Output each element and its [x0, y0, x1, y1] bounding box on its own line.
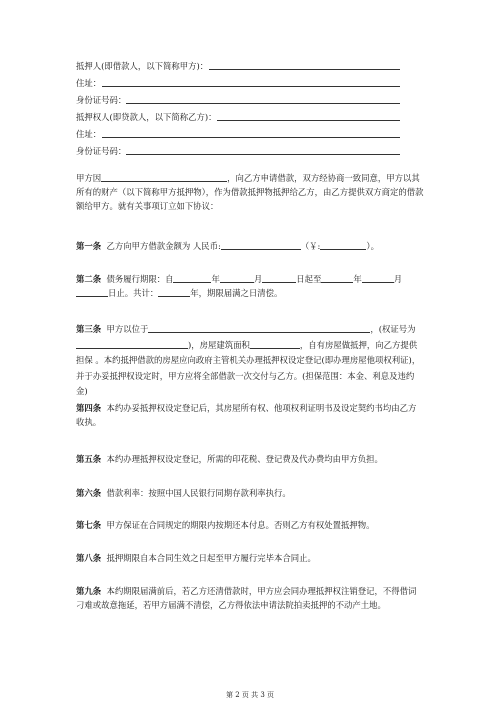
article-1-text-3: ）。: [366, 241, 379, 251]
mortgagee-blank: [217, 120, 400, 121]
article-6: [76, 486, 424, 500]
article-2-text-4: 日起至: [296, 274, 322, 284]
end-year-blank: [321, 272, 353, 283]
article-2-text-3: 月: [253, 274, 263, 284]
mortgagee-address-blank: [102, 137, 400, 138]
article-8-text: 抵押期限自本合同生效之日起至甲方履行完毕本合同止。: [106, 553, 316, 563]
mortgagee-id-row: [76, 144, 424, 158]
article-6-text: 借款利率：按照中国人民银行同期存款利率执行。: [106, 488, 291, 498]
article-2-text-5: 年: [353, 274, 362, 284]
loan-amount-blank: [221, 239, 301, 250]
article-1-head: 第一条: [76, 241, 102, 251]
article-2-head: 第二条: [76, 274, 102, 284]
property-location-blank: [148, 322, 370, 333]
article-3-head: 第三条: [76, 324, 102, 334]
mortgagor-label: 抵押人(即借款人，以下简称甲方)：: [76, 61, 209, 71]
article-4: [76, 401, 424, 429]
mortgagee-id-blank: [126, 154, 400, 155]
total-years-blank: [158, 286, 190, 297]
article-7: [76, 518, 424, 532]
mortgagor-id-blank: [126, 103, 400, 104]
article-3: [76, 322, 424, 400]
mortgagee-address-label: 住址：: [76, 129, 102, 139]
start-day-blank: [262, 272, 296, 283]
floor-area-blank: [250, 338, 300, 349]
certificate-number-blank: [76, 338, 188, 349]
start-month-blank: [220, 272, 254, 283]
start-year-blank: [173, 272, 211, 283]
mortgagee-id-label: 身份证号码：: [76, 146, 127, 156]
article-2-text-6: 月: [393, 274, 403, 284]
intro-text-2: ，向乙方申请借款，双方经协商一致同意，甲方以其所有的财产（以下简称甲方抵押物），作为借款抵押物抵押给乙方，由乙方提供双方商定的借款额给甲方。就有关事项订立如下协议：: [76, 173, 424, 211]
article-2-text-1: 债务履行期限：自: [106, 274, 174, 284]
article-9: [76, 584, 424, 612]
article-2-text-8: 年，期限届满之日清偿。: [190, 288, 283, 298]
article-3-text-1: 甲方以位于: [106, 324, 149, 334]
intro-reason-blank: [101, 171, 227, 182]
mortgagor-address-label: 住址：: [76, 78, 102, 88]
intro-text-1: 甲方因: [76, 173, 102, 183]
article-7-text: 甲方保证在合同规定的期限内按期还本付息。否则乙方有权处置抵押物。: [106, 520, 375, 530]
loan-amount-digits-blank: [320, 239, 366, 250]
mortgagee-label: 抵押权人(即贷款人，以下简称乙方)：: [76, 112, 217, 122]
end-month-blank: [362, 272, 394, 283]
mortgagor-address-row: [76, 76, 424, 90]
article-3-text-2: ，(权证号为: [370, 324, 416, 334]
mortgagor-blank: [209, 69, 400, 70]
mortgagor-id-row: [76, 93, 424, 107]
article-1: [76, 239, 424, 253]
article-7-head: 第七条: [76, 520, 102, 530]
article-5-text: 本约办理抵押权设定登记，所需的印花税、登记费及代办费均由甲方负担。: [106, 454, 383, 464]
mortgagee-row: [76, 110, 424, 124]
article-9-head: 第九条: [76, 586, 102, 596]
article-5: [76, 452, 424, 466]
article-1-text-1: 乙方向甲方借款金额为 人民币:: [106, 241, 221, 251]
intro-paragraph: [76, 171, 424, 213]
article-6-head: 第六条: [76, 488, 102, 498]
mortgagor-address-blank: [102, 86, 400, 87]
article-4-text: 本约办妥抵押权设定登记后，其房屋所有权、他项权利证明书及设定契约书均由乙方收执。: [76, 403, 417, 427]
mortgagor-id-label: 身份证号码：: [76, 95, 127, 105]
article-9-text: 本约期限届满前后，若乙方还清借款时，甲方应会同办理抵押权注销登记，不得借词刁难或故意拖延，若甲方届满不清偿，乙方得依法申请法院拍卖抵押的不动产土地。: [76, 586, 417, 610]
article-2-text-2: 年: [211, 274, 220, 284]
article-8: [76, 551, 424, 565]
article-2-text-7: 日止。共计：: [108, 288, 159, 298]
article-3-text-3: )，房屋建筑面积: [188, 339, 250, 350]
mortgagor-row: [76, 59, 424, 73]
article-5-head: 第五条: [76, 454, 102, 464]
article-8-head: 第八条: [76, 553, 102, 563]
article-1-text-2: （￥:: [300, 241, 321, 251]
article-4-head: 第四条: [76, 403, 102, 413]
article-2: [76, 272, 424, 300]
mortgagee-address-row: [76, 127, 424, 141]
end-day-blank: [76, 286, 108, 297]
article-3-text-4: ，自有房屋做抵押，向乙方提供担保 。本约抵押借款的房屋应向政府主管机关办理抵押权设定登记(即办理房屋他项权利证)，并于办妥抵押权设定时，甲方应将全部借款一次交付与乙方。(担保范围：本金、利息及违约金): [76, 339, 421, 396]
page-number-footer: 第 2 页 共 3 页: [225, 691, 275, 699]
